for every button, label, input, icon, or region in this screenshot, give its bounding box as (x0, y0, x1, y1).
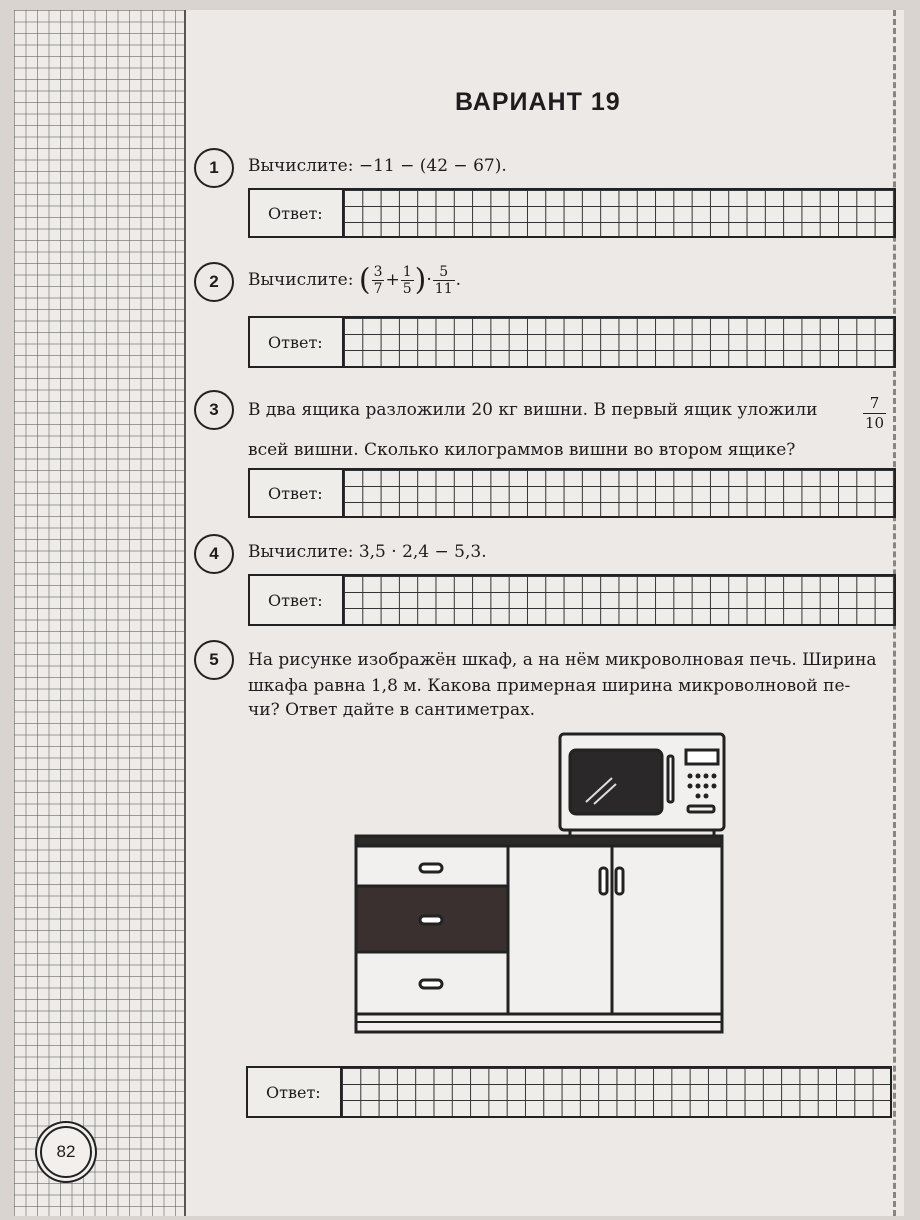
paren-close: ) (414, 262, 427, 298)
cabinet-microwave-figure (350, 728, 730, 1048)
fraction-1-5: $\frac{1}{5}$ (402, 264, 412, 297)
task-1-text: Вычислите: −11 − (42 − 67). (248, 156, 507, 176)
task-1-number: 1 (194, 148, 234, 188)
answer-label: Ответ: (268, 483, 323, 503)
task-4-answer-box[interactable] (248, 574, 896, 626)
task-3-line1: В два ящика разложили 20 кг вишни. В первый ящик уложили (248, 400, 818, 420)
task-2-answer-box[interactable] (248, 316, 896, 368)
answer-label: Ответ: (268, 590, 323, 610)
task-5-line3: чи? Ответ дайте в сантиметрах. (248, 700, 536, 720)
plus-sign: + (385, 270, 400, 290)
fraction-7-10: $\frac{7}{10}$ (865, 394, 885, 432)
answer-cells[interactable] (340, 1068, 890, 1116)
task-2-text (248, 260, 461, 301)
period: . (455, 270, 462, 290)
answer-cells[interactable] (342, 190, 894, 236)
variant-title: ВАРИАНТ 19 (455, 88, 621, 116)
task-3-line2: всей вишни. Сколько килограммов вишни во втором ящике? (248, 440, 796, 460)
task-5-line1: На рисунке изображён шкаф, а на нём микроволновая печь. Ширина (248, 650, 877, 670)
answer-cells[interactable] (342, 470, 894, 516)
task-3-answer-box[interactable] (248, 468, 896, 518)
task-1-answer-box[interactable] (248, 188, 896, 238)
cabinet (356, 836, 722, 1032)
answer-label: Ответ: (268, 203, 323, 223)
dot-sign: · (426, 270, 432, 290)
page-number: 82 (40, 1126, 92, 1178)
fraction-5-11: $\frac{5}{11}$ (434, 264, 453, 297)
microwave (560, 734, 724, 836)
answer-label: Ответ: (268, 332, 323, 352)
paren-open: ( (358, 262, 371, 298)
answer-cells[interactable] (342, 318, 894, 366)
answer-label: Ответ: (266, 1082, 321, 1102)
fraction-3-7: $\frac{3}{7}$ (373, 264, 383, 297)
task-5-line2: шкафа равна 1,8 м. Какова примерная ширина микроволновой пе- (248, 676, 851, 696)
task-4-text: Вычислите: 3,5 · 2,4 − 5,3. (248, 542, 487, 562)
task-5-answer-box[interactable] (246, 1066, 892, 1118)
task-4-number: 4 (194, 534, 234, 574)
task-5-number: 5 (194, 640, 234, 680)
task-2-number: 2 (194, 262, 234, 302)
task-3-number: 3 (194, 390, 234, 430)
answer-cells[interactable] (342, 576, 894, 624)
task-2-prefix: Вычислите: (248, 270, 354, 290)
margin-grid (14, 10, 186, 1216)
